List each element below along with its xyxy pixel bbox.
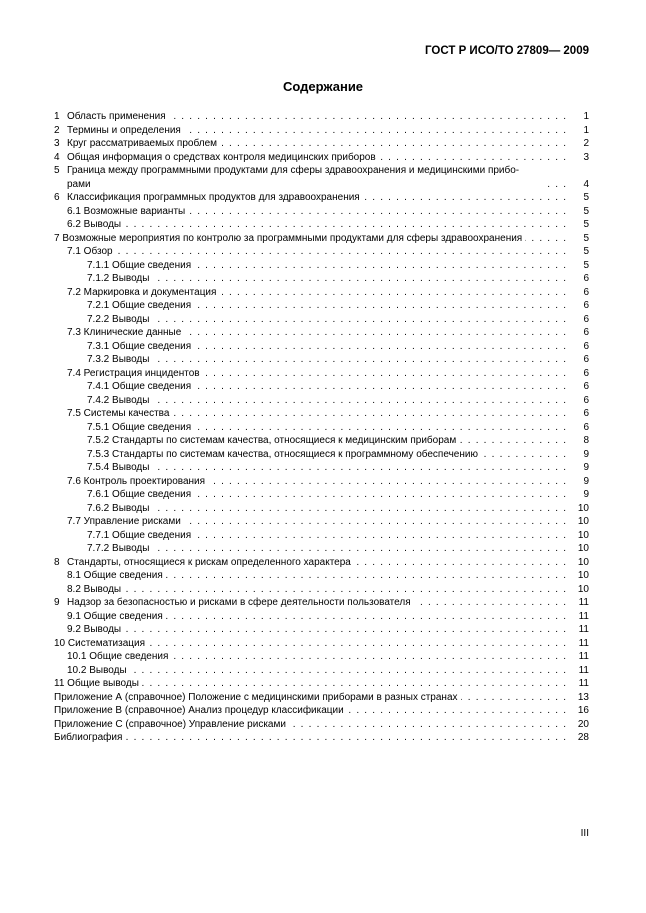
toc-entry-bibliography[interactable] <box>54 731 589 745</box>
toc-entry-page: 13 <box>577 691 589 703</box>
toc-entry[interactable] <box>54 542 589 556</box>
toc-entry[interactable] <box>54 569 589 583</box>
toc-entry[interactable] <box>54 475 589 489</box>
toc-entry-page: 6 <box>583 300 589 311</box>
toc-entry-title: 7.5.4 Выводы <box>54 461 152 475</box>
toc-entry-page: 6 <box>583 381 589 392</box>
toc-entry-title: Область применения <box>67 111 166 122</box>
toc-entry-page: 11 <box>578 597 589 608</box>
toc-entry-title: Общая информация о средствах контроля медицинских приборов <box>67 151 376 163</box>
toc-entry[interactable] <box>54 313 589 327</box>
toc-entry-page: 9 <box>583 475 589 487</box>
toc-entry[interactable] <box>54 367 589 381</box>
toc-entry-page: 5 <box>583 219 589 230</box>
toc-entry[interactable] <box>54 488 589 502</box>
toc-entry-page: 6 <box>583 286 589 298</box>
toc-entry[interactable] <box>54 299 589 313</box>
toc-entry-title: Классификация программных продуктов для здравоохранения <box>67 192 360 203</box>
toc-entry-page: 11 <box>578 624 589 635</box>
toc-entry[interactable] <box>54 421 589 435</box>
toc-entry-title: 7.1.2 Выводы <box>54 272 152 286</box>
toc-entry[interactable] <box>54 664 589 678</box>
toc-entry-page: 9 <box>583 462 589 473</box>
toc-entry-title: 7.5 Системы качества <box>54 407 172 421</box>
toc-entry[interactable] <box>54 124 589 138</box>
toc-entry-title: 7.2 Маркировка и документация <box>54 286 219 300</box>
toc-entry[interactable] <box>54 232 589 246</box>
toc-entry-title: 7.1.1 Общие сведения <box>54 259 194 273</box>
toc-entry[interactable] <box>54 164 589 191</box>
toc-entry-page: 3 <box>583 151 589 163</box>
toc-entry-title: Стандарты, относящиеся к рискам определенного характера <box>67 556 351 568</box>
toc-entry-appendix-a[interactable] <box>54 691 589 705</box>
toc-entry[interactable] <box>54 515 589 529</box>
toc-entry-title: Приложение А (справочное) Положение с медицинскими приборами в разных странах <box>54 691 461 705</box>
toc-entry-title: 7.2.2 Выводы <box>54 313 152 327</box>
toc-entry[interactable] <box>54 461 589 475</box>
toc-entry[interactable] <box>54 380 589 394</box>
toc-entry-title: Круг рассматриваемых проблем <box>67 138 218 149</box>
toc-entry-title: Приложение В (справочное) Анализ процедур классификации <box>54 704 347 718</box>
toc-entry-page: 6 <box>583 354 589 365</box>
toc-entry-page: 8 <box>583 435 589 446</box>
toc-entry-appendix-b[interactable] <box>54 704 589 718</box>
toc-entry[interactable] <box>54 191 589 205</box>
toc-entry-title: 7.7.2 Выводы <box>54 542 152 556</box>
toc-entry-number: 8 <box>54 556 60 568</box>
toc-entry-number: 2 <box>54 124 60 136</box>
toc-entry-title: 7.5.1 Общие сведения <box>54 421 194 435</box>
toc-entry[interactable] <box>54 434 589 448</box>
toc-entry[interactable] <box>54 637 589 651</box>
document-code: ГОСТ Р ИСО/ТО 27809— 2009 <box>425 45 589 57</box>
toc-entry-title: 7.3.1 Общие сведения <box>54 340 194 354</box>
toc-entry-number: 9 <box>54 597 60 608</box>
toc-entry-title: 7 Возможные мероприятия по контролю за программными продуктами для сферы здравоохранения <box>54 232 525 246</box>
toc-entry-title: 7.7.1 Общие сведения <box>54 529 194 543</box>
toc-entry-title: 7.2.1 Общие сведения <box>54 299 194 313</box>
toc-entry-page: 6 <box>583 313 589 325</box>
toc-entry[interactable] <box>54 151 589 165</box>
toc-entry-title: 8.1 Общие сведения <box>54 569 166 583</box>
toc-entry-page: 6 <box>583 394 589 406</box>
toc-entry[interactable] <box>54 677 589 691</box>
toc-entry-title: 7.4.2 Выводы <box>54 394 152 408</box>
toc-entry[interactable] <box>54 502 589 516</box>
toc-entry-title: 10.2 Выводы <box>54 664 130 678</box>
toc-entry[interactable] <box>54 394 589 408</box>
toc-entry-page: 5 <box>583 259 589 271</box>
toc-entry[interactable] <box>54 650 589 664</box>
toc-entry-appendix-c[interactable] <box>54 718 589 732</box>
toc-entry-title: 7.6.1 Общие сведения <box>54 488 194 502</box>
toc-entry-title: 7.3.2 Выводы <box>54 353 152 367</box>
toc-entry-page: 28 <box>577 732 589 743</box>
page-title: Содержание <box>282 79 364 94</box>
table-of-contents <box>54 110 589 745</box>
toc-entry-page: 4 <box>583 178 589 190</box>
toc-entry-page: 6 <box>583 367 589 379</box>
toc-entry[interactable] <box>54 272 589 286</box>
toc-entry[interactable] <box>54 529 589 543</box>
toc-entry-title: 7.7 Управление рисками <box>54 515 184 529</box>
toc-entry-page: 2 <box>583 138 589 149</box>
toc-entry-page: 5 <box>583 205 589 217</box>
toc-entry-page: 11 <box>578 651 589 662</box>
toc-entry-title-continued: рами <box>67 179 94 190</box>
toc-entry[interactable] <box>54 596 589 610</box>
toc-entry-title: 7.5.2 Стандарты по системам качества, относящиеся к медицинским приборам <box>54 434 459 448</box>
toc-entry[interactable] <box>54 407 589 421</box>
toc-entry-page: 16 <box>577 705 589 716</box>
toc-entry-page: 10 <box>577 529 589 541</box>
toc-entry[interactable] <box>54 245 589 259</box>
toc-entry-title: Надзор за безопасностью и рисками в сфере деятельности пользователя <box>67 597 411 608</box>
toc-entry-title: 7.4.1 Общие сведения <box>54 380 194 394</box>
toc-entry-title: 7.3 Клинические данные <box>54 326 184 340</box>
toc-entry[interactable] <box>54 610 589 624</box>
toc-entry-page: 6 <box>583 408 589 419</box>
toc-entry-page: 10 <box>577 570 589 581</box>
toc-entry-number: 1 <box>54 111 60 122</box>
toc-entry[interactable] <box>54 218 589 232</box>
toc-entry-page: 6 <box>583 273 589 284</box>
toc-entry-page: 11 <box>578 610 589 622</box>
toc-entry-title: 8.2 Выводы <box>54 583 124 597</box>
toc-entry-title: 6.2 Выводы <box>54 218 124 232</box>
toc-entry-title: Приложение С (справочное) Управление рисками <box>54 718 289 732</box>
toc-entry[interactable] <box>54 205 589 219</box>
toc-entry-page: 1 <box>583 111 589 122</box>
toc-entry-number: 6 <box>54 192 60 203</box>
toc-entry-page: 10 <box>577 516 589 527</box>
toc-entry[interactable] <box>54 110 589 124</box>
toc-entry-page: 6 <box>583 421 589 433</box>
toc-entry-title: Термины и определения <box>67 124 181 136</box>
toc-entry-page: 9 <box>583 448 589 460</box>
toc-entry-title: 10.1 Общие сведения <box>54 650 171 664</box>
toc-entry[interactable] <box>54 353 589 367</box>
toc-entry-title: 9.2 Выводы <box>54 623 124 637</box>
toc-entry-page: 6 <box>583 340 589 352</box>
page-number: III <box>580 828 589 839</box>
toc-entry-page: 20 <box>577 718 589 730</box>
toc-entry[interactable] <box>54 259 589 273</box>
toc-entry-page: 10 <box>577 583 589 595</box>
toc-entry[interactable] <box>54 340 589 354</box>
toc-entry[interactable] <box>54 583 589 597</box>
toc-entry-title: 9.1 Общие сведения <box>54 610 166 624</box>
toc-entry-number: 5 <box>54 165 60 176</box>
toc-entry-title: Библиография <box>54 731 125 745</box>
toc-entry-page: 5 <box>583 192 589 203</box>
toc-entry-page: 6 <box>583 327 589 338</box>
toc-entry-title: Граница между программными продуктами для сферы здравоохранения и медицинскими прибо- <box>67 165 520 176</box>
toc-entry[interactable] <box>54 556 589 570</box>
toc-entry-page: 5 <box>583 246 589 257</box>
toc-entry-title: 7.5.3 Стандарты по системам качества, относящиеся к программному обеспечению <box>54 448 481 462</box>
toc-entry-title: 7.4 Регистрация инцидентов <box>54 367 203 381</box>
toc-entry-page: 11 <box>578 664 589 676</box>
toc-entry-page: 11 <box>578 637 589 649</box>
toc-entry-page: 1 <box>583 124 589 136</box>
toc-entry-title: 6.1 Возможные варианты <box>54 205 188 219</box>
toc-entry-title: 7.1 Обзор <box>54 245 116 259</box>
toc-entry-title: 7.6.2 Выводы <box>54 502 152 516</box>
toc-entry-page: 10 <box>577 556 589 568</box>
toc-entry[interactable] <box>54 137 589 151</box>
toc-entry[interactable] <box>54 286 589 300</box>
toc-entry[interactable] <box>54 623 589 637</box>
toc-entry[interactable] <box>54 326 589 340</box>
toc-entry-title: 10 Систематизация <box>54 637 148 651</box>
toc-entry-page: 10 <box>577 543 589 554</box>
toc-entry[interactable] <box>54 448 589 462</box>
toc-entry-title: 11 Общие выводы <box>54 677 142 691</box>
toc-entry-page: 11 <box>578 678 589 689</box>
toc-entry-page: 5 <box>583 232 589 244</box>
toc-entry-page: 10 <box>577 502 589 514</box>
toc-entry-title: 7.6 Контроль проектирования <box>54 475 208 489</box>
toc-entry-number: 4 <box>54 151 60 163</box>
toc-entry-page: 9 <box>583 489 589 500</box>
toc-entry-number: 3 <box>54 138 60 149</box>
